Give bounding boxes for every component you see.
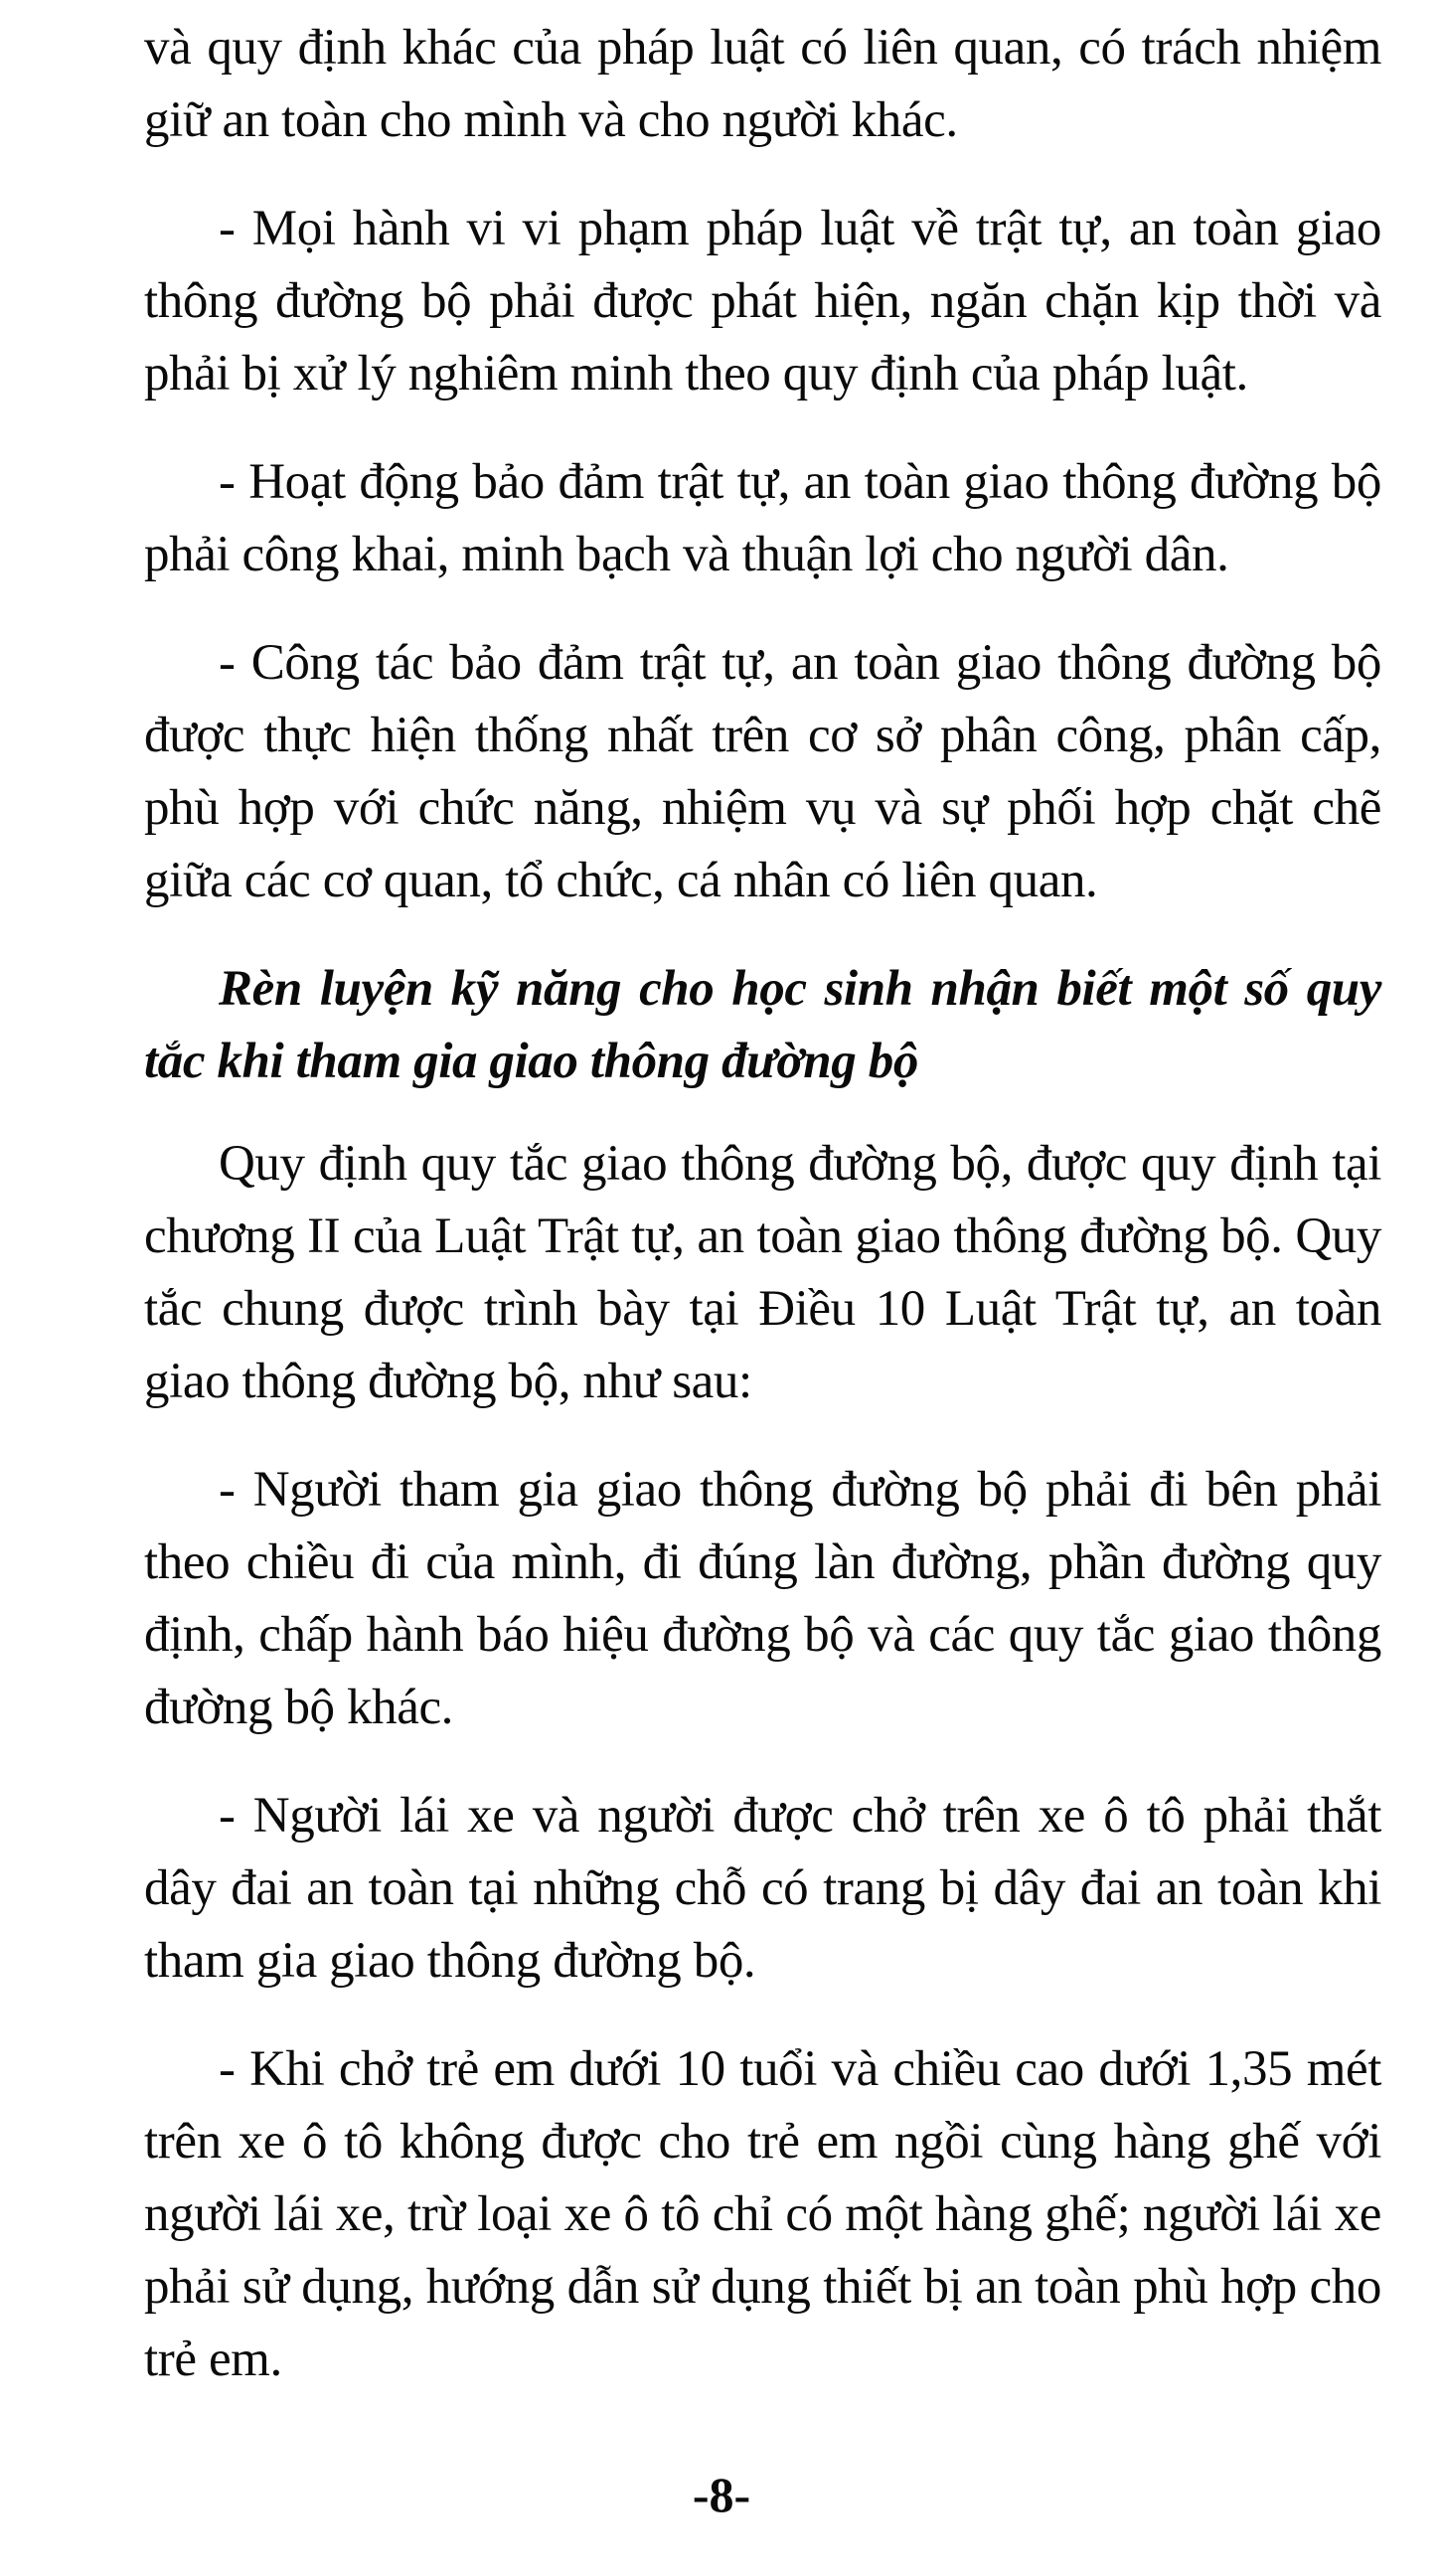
section-heading: Rèn luyện kỹ năng cho học sinh nhận biết một số quy tắc khi tham gia giao thông đường bộ [144,961,1381,1089]
paragraph-continuation: và quy định khác của pháp luật có liên quan, có trách nhiệm giữ an toàn cho mình và cho người khác. [144,20,1381,148]
paragraph-general-rules: Quy định quy tắc giao thông đường bộ, được quy định tại chương II của Luật Trật tự, an toàn giao thông đường bộ. Quy tắc chung được trình bày tại Điều 10 Luật Trật tự, an toàn giao thông đường bộ, như sau: [144,1136,1381,1409]
paragraph-child-safety-rule: - Khi chở trẻ em dưới 10 tuổi và chiều cao dưới 1,35 mét trên xe ô tô không được cho trẻ em ngồi cùng hàng ghế với người lái xe, trừ loại xe ô tô chỉ có một hàng ghế; người lái xe phải sử dụng, hướng dẫn sử dụng thiết bị an toàn phù hợp cho trẻ em. [144,2041,1381,2387]
page-number: -8- [692,2467,751,2522]
paragraph-coordination: - Công tác bảo đảm trật tự, an toàn giao thông đường bộ được thực hiện thống nhất trên cơ sở phân công, phân cấp, phù hợp với chức năng, nhiệm vụ và sự phối hợp chặt chẽ giữa các cơ quan, tổ chức, cá nhân có liên quan. [144,635,1381,908]
page-body [144,12,1381,2432]
paragraph-right-side-rule: - Người tham gia giao thông đường bộ phải đi bên phải theo chiều đi của mình, đi đúng làn đường, phần đường quy định, chấp hành báo hiệu đường bộ và các quy tắc giao thông đường bộ khác. [144,1462,1381,1735]
paragraph-transparency: - Hoạt động bảo đảm trật tự, an toàn giao thông đường bộ phải công khai, minh bạch và thuận lợi cho người dân. [144,454,1381,582]
paragraph-seatbelt-rule: - Người lái xe và người được chở trên xe ô tô phải thắt dây đai an toàn tại những chỗ có trang bị dây đai an toàn khi tham gia giao thông đường bộ. [144,1788,1381,1989]
paragraph-violations: - Mọi hành vi vi phạm pháp luật về trật tự, an toàn giao thông đường bộ phải được phát hiện, ngăn chặn kịp thời và phải bị xử lý nghiêm minh theo quy định của pháp luật. [144,201,1381,402]
